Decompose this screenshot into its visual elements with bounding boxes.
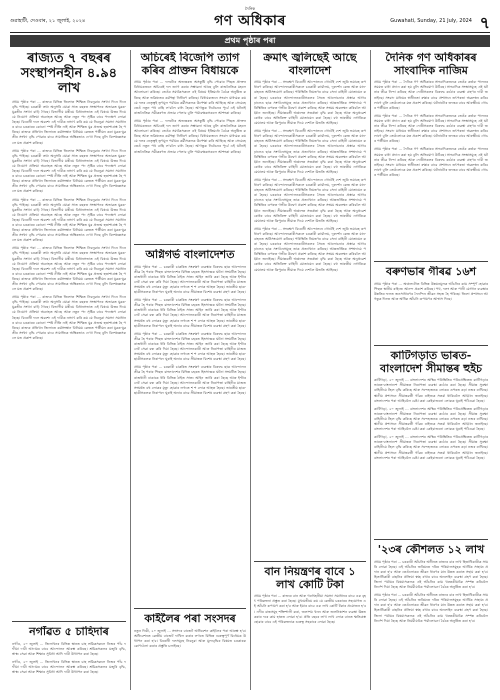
article-body-continued: প্ৰথম পৃষ্ঠাৰ পৰা ... সংৰক্ষণ বিৰোধী আন্দোলনে গোটেই দেশ জুৰি ভয়াবহ ৰূপ ধাৰণ কৰিছে। আন্দোলনকাৰীসকলে চৰকাৰী কাৰ্যালয়, দূৰদৰ্শন কেন্দ্ৰ আৰু যান-বাহনত অগ্নিসংযোগ কৰিছে। পৰিস্থিতি নিয়ন্ত্ৰণৰ বাবে সেনা বাহিনী মোতায়েন কৰা হৈছে। চৰকাৰে আন্দোলনকাৰীসকলৰ সৈতে আলোচনাৰ প্ৰস্তাৱ আগবঢ়ালেও ছাত্ৰ সংগঠনসমূহে তাক প্ৰত্যাখ্যান কৰিছে। আন্তৰ্জাতিক সম্প্ৰদায়ে পৰিস্থিতিৰ ওপৰত গভীৰ উদ্বেগ প্ৰকাশ কৰিছে আৰু সংযম অৱলম্বন কৰিবলৈ আহ্বান জনাইছে। সীমান্তবৰ্তী অঞ্চলত সতৰ্কতা বৃদ্ধি কৰা হৈছে আৰু অনুপ্ৰৱেশ ৰোধৰ বাবে অতিৰিক্ত বাহিনী মোতায়েন কৰা হৈছে। বহু ভাৰতীয় নাগৰিকে মেঘালয় আৰু ত্ৰিপুৰাৰ সীমান্ত দিয়ে দেশলৈ উভতি আহিছে। [254, 129, 366, 174]
article-bangladesh-burning [254, 52, 366, 557]
column-3 [254, 52, 366, 688]
article-headline: নগাঁৱত ৫ চাহিদাৰ [29, 626, 109, 638]
article-body-continued: প্ৰথম পৃষ্ঠাৰ পৰা ... দৈনিক গণ অধিকাৰৰ সাংবাদিকজনক তেওঁৰ কৰ্তব্য পালনৰ সময়ত বাধা প্ৰদান কৰা হয় বুলি অভিযোগ উঠিছে। সাংবাদিক সংস্থাসমূহে এই ঘটনাৰ তীব্ৰ নিন্দা কৰিছে আৰু দোষীসকলৰ বিৰুদ্ধে কঠোৰ ব্যৱস্থা গ্ৰহণৰ দাবী জনাইছে। সংবাদ মাধ্যমৰ স্বাধীনতা ৰক্ষাৰ বাবে প্ৰশাসনে তৎপৰতা অৱলম্বন কৰিব লাগে বুলি তেওঁলোকে মত প্ৰকাশ কৰিছে। ঘটনাটোৰ তদন্তৰ বাবে আৰক্ষীয়ে গোচৰ পঞ্জীয়ন কৰিছে। [374, 147, 488, 177]
section-title-band: প্ৰথম পৃষ্ঠাৰ পৰা [10, 35, 490, 47]
article-body: প্ৰথম পৃষ্ঠাৰ পৰা ... সংৰক্ষণ বিৰোধী আন্দোলনে গোটেই দেশ জুৰি ভয়াবহ ৰূপ ধাৰণ কৰিছে। আন্দোলনকাৰীসকলে চৰকাৰী কাৰ্যালয়, দূৰদৰ্শন কেন্দ্ৰ আৰু যান-বাহনত অগ্নিসংযোগ কৰিছে। পৰিস্থিতি নিয়ন্ত্ৰণৰ বাবে সেনা বাহিনী মোতায়েন কৰা হৈছে। চৰকাৰে আন্দোলনকাৰীসকলৰ সৈতে আলোচনাৰ প্ৰস্তাৱ আগবঢ়ালেও ছাত্ৰ সংগঠনসমূহে তাক প্ৰত্যাখ্যান কৰিছে। আন্তৰ্জাতিক সম্প্ৰদায়ে পৰিস্থিতিৰ ওপৰত গভীৰ উদ্বেগ প্ৰকাশ কৰিছে আৰু সংযম অৱলম্বন কৰিবলৈ আহ্বান জনাইছে। সীমান্তবৰ্তী অঞ্চলত সতৰ্কতা বৃদ্ধি কৰা হৈছে আৰু অনুপ্ৰৱেশ ৰোধৰ বাবে অতিৰিক্ত বাহিনী মোতায়েন কৰা হৈছে। বহু ভাৰতীয় নাগৰিকে মেঘালয় আৰু ত্ৰিপুৰাৰ সীমান্ত দিয়ে দেশলৈ উভতি আহিছে। [254, 80, 366, 126]
article-body-continued: প্ৰথম পৃষ্ঠাৰ পৰা ... সংৰক্ষণ বিৰোধী আন্দোলনে গোটেই দেশ জুৰি ভয়াবহ ৰূপ ধাৰণ কৰিছে। আন্দোলনকাৰীসকলে চৰকাৰী কাৰ্যালয়, দূৰদৰ্শন কেন্দ্ৰ আৰু যান-বাহনত অগ্নিসংযোগ কৰিছে। পৰিস্থিতি নিয়ন্ত্ৰণৰ বাবে সেনা বাহিনী মোতায়েন কৰা হৈছে। চৰকাৰে আন্দোলনকাৰীসকলৰ সৈতে আলোচনাৰ প্ৰস্তাৱ আগবঢ়ালেও ছাত্ৰ সংগঠনসমূহে তাক প্ৰত্যাখ্যান কৰিছে। আন্তৰ্জাতিক সম্প্ৰদায়ে পৰিস্থিতিৰ ওপৰত গভীৰ উদ্বেগ প্ৰকাশ কৰিছে আৰু সংযম অৱলম্বন কৰিবলৈ আহ্বান জনাইছে। সীমান্তবৰ্তী অঞ্চলত সতৰ্কতা বৃদ্ধি কৰা হৈছে আৰু অনুপ্ৰৱেশ ৰোধৰ বাবে অতিৰিক্ত বাহিনী মোতায়েন কৰা হৈছে। বহু ভাৰতীয় নাগৰিকে মেঘালয় আৰু ত্ৰিপুৰাৰ সীমান্ত দিয়ে দেশলৈ উভতি আহিছে। [254, 226, 366, 272]
article-body-continued: কাটিগড়া, ২০ জুলাই ... বাংলাদেশৰ অস্থিৰ পৰিস্থিতিৰ পৰিপ্ৰেক্ষিতত কাটিগড়াৰ ভাৰত-বাংলাদেশ সীমান্তত নিৰাপত্তা ব্যৱস্থা কঠোৰ কৰা হৈছে। সীমান্ত সুৰক্ষা বাহিনীয়ে টহল বৃদ্ধি কৰিছে আৰু সন্দেহজনক লোকৰ ওপৰত কঢ়া নজৰ ৰাখিছে। স্থানীয় প্ৰশাসনে সীমান্তবৰ্তী গাঁৱৰ ৰাইজক সতৰ্ক থাকিবলৈ আহ্বান জনাইছে। বাংলাদেশৰ পৰা আহিবলৈ চেষ্টা কৰা কেইবাজনো লোকক ঘূৰাই পঠিওৱা হৈছে। [374, 435, 488, 460]
article-headline: বৰুণভাৰ গীৰৱ ১৬শ [385, 266, 477, 278]
article-body-continued: প্ৰথম পৃষ্ঠাৰ পৰা ... দৈনিক গণ অধিকাৰৰ সাংবাদিকজনক তেওঁৰ কৰ্তব্য পালনৰ সময়ত বাধা প্ৰদান কৰা হয় বুলি অভিযোগ উঠিছে। সাংবাদিক সংস্থাসমূহে এই ঘটনাৰ তীব্ৰ নিন্দা কৰিছে আৰু দোষীসকলৰ বিৰুদ্ধে কঠোৰ ব্যৱস্থা গ্ৰহণৰ দাবী জনাইছে। সংবাদ মাধ্যমৰ স্বাধীনতা ৰক্ষাৰ বাবে প্ৰশাসনে তৎপৰতা অৱলম্বন কৰিব লাগে বুলি তেওঁলোকে মত প্ৰকাশ কৰিছে। ঘটনাটোৰ তদন্তৰ বাবে আৰক্ষীয়ে গোচৰ পঞ্জীয়ন কৰিছে। [374, 113, 488, 144]
article-divider [134, 244, 246, 245]
article-headline: দৈনিক গণ অধিকাৰৰ সাংবাদিক নাজিম [385, 52, 477, 77]
article-body-continued: প্ৰথম পৃষ্ঠাৰ পৰা ... ৰাজ্যৰ বিভিন্ন জিলাত শিক্ষিত নিবনুৱাৰ সংখ্যা দিনে দিনে বৃদ্ধি পাইছে। চৰকাৰী তথ্য অনুসৰি যোৱা সাত বছৰত সংস্থাপনৰ অভাৱত যুৱক-যুৱতীৰ সংখ্যা বাঢ়ি গৈছে। বিভাগীয় মন্ত্ৰীয়ে বিধানসভাত এই বিষয়ে উত্তৰ দিয়ে যে নিয়োগ প্ৰক্ৰিয়া অব্যাহত আছে আৰু নতুন পদ সৃষ্টিৰ বাবে পদক্ষেপ লোৱা হৈছে। বিৰোধী দলে অৱশ্যে এই দাবীক নস্যাৎ কৰি কয় যে নিবনুৱা সমস্যা সমাধানৰ বাবে চৰকাৰৰ কোনো স্পষ্ট নীতি নাই আৰু শিক্ষিত যুৱ প্ৰজন্ম হতাশাগ্ৰস্ত হৈ পৰিছে। ৰাজ্যৰ প্ৰতিখন জিলাতে কৰ্মসংস্থান বিনিময় কেন্দ্ৰত পঞ্জীয়ন কৰা যুৱক-যুৱতীৰ সংখ্যা বৃদ্ধি পোৱাৰ বাবে সামাজিক অস্থিৰতাও দেখা দিছে বুলি বিশেষজ্ঞসকলে মত প্ৰকাশ কৰিছে। [12, 148, 126, 194]
article-body: কাটিগড়া, ২০ জুলাই ... বাংলাদেশৰ অস্থিৰ পৰিস্থিতিৰ পৰিপ্ৰেক্ষিতত কাটিগড়াৰ ভাৰত-বাংলাদেশ সীমান্তত নিৰাপত্তা ব্যৱস্থা কঠোৰ কৰা হৈছে। সীমান্ত সুৰক্ষা বাহিনীয়ে টহল বৃদ্ধি কৰিছে আৰু সন্দেহজনক লোকৰ ওপৰত কঢ়া নজৰ ৰাখিছে। স্থানীয় প্ৰশাসনে সীমান্তবৰ্তী গাঁৱৰ ৰাইজক সতৰ্ক থাকিবলৈ আহ্বান জনাইছে। বাংলাদেশৰ পৰা আহিবলৈ চেষ্টা কৰা কেইবাজনো লোকক ঘূৰাই পঠিওৱা হৈছে। [374, 378, 488, 403]
column-4 [374, 52, 488, 674]
article-divider [12, 621, 126, 622]
article-headline: '২৩ৰ কৌশলত ১২ লাখ [377, 544, 485, 556]
article-body: প্ৰথম পৃষ্ঠাৰ পৰা ... দৈনিক গণ অধিকাৰৰ সাংবাদিকজনক তেওঁৰ কৰ্তব্য পালনৰ সময়ত বাধা প্ৰদান কৰা হয় বুলি অভিযোগ উঠিছে। সাংবাদিক সংস্থাসমূহে এই ঘটনাৰ তীব্ৰ নিন্দা কৰিছে আৰু দোষীসকলৰ বিৰুদ্ধে কঠোৰ ব্যৱস্থা গ্ৰহণৰ দাবী জনাইছে। সংবাদ মাধ্যমৰ স্বাধীনতা ৰক্ষাৰ বাবে প্ৰশাসনে তৎপৰতা অৱলম্বন কৰিব লাগে বুলি তেওঁলোকে মত প্ৰকাশ কৰিছে। ঘটনাটোৰ তদন্তৰ বাবে আৰক্ষীয়ে গোচৰ পঞ্জীয়ন কৰিছে। [374, 80, 488, 110]
article-body-continued: প্ৰথম পৃষ্ঠাৰ পৰা ... ৰাজ্যৰ বিভিন্ন জিলাত শিক্ষিত নিবনুৱাৰ সংখ্যা দিনে দিনে বৃদ্ধি পাইছে। চৰকাৰী তথ্য অনুসৰি যোৱা সাত বছৰত সংস্থাপনৰ অভাৱত যুৱক-যুৱতীৰ সংখ্যা বাঢ়ি গৈছে। বিভাগীয় মন্ত্ৰীয়ে বিধানসভাত এই বিষয়ে উত্তৰ দিয়ে যে নিয়োগ প্ৰক্ৰিয়া অব্যাহত আছে আৰু নতুন পদ সৃষ্টিৰ বাবে পদক্ষেপ লোৱা হৈছে। বিৰোধী দলে অৱশ্যে এই দাবীক নস্যাৎ কৰি কয় যে নিবনুৱা সমস্যা সমাধানৰ বাবে চৰকাৰৰ কোনো স্পষ্ট নীতি নাই আৰু শিক্ষিত যুৱ প্ৰজন্ম হতাশাগ্ৰস্ত হৈ পৰিছে। ৰাজ্যৰ প্ৰতিখন জিলাতে কৰ্মসংস্থান বিনিময় কেন্দ্ৰত পঞ্জীয়ন কৰা যুৱক-যুৱতীৰ সংখ্যা বৃদ্ধি পোৱাৰ বাবে সামাজিক অস্থিৰতাও দেখা দিছে বুলি বিশেষজ্ঞসকলে মত প্ৰকাশ কৰিছে। [12, 197, 126, 243]
article-flood-control [254, 566, 366, 688]
article-headline: ক্ৰমাৎ জ্বলিছেই আছে বাংলাদেশ [263, 52, 357, 77]
column-rule [370, 50, 371, 690]
article-unemployment [12, 52, 126, 617]
article-body-continued: প্ৰথম পৃষ্ঠাৰ পৰা ... সংৰক্ষণ বিৰোধী আন্দোলনে গোটেই দেশ জুৰি ভয়াবহ ৰূপ ধাৰণ কৰিছে। আন্দোলনকাৰীসকলে চৰকাৰী কাৰ্যালয়, দূৰদৰ্শন কেন্দ্ৰ আৰু যান-বাহনত অগ্নিসংযোগ কৰিছে। পৰিস্থিতি নিয়ন্ত্ৰণৰ বাবে সেনা বাহিনী মোতায়েন কৰা হৈছে। চৰকাৰে আন্দোলনকাৰীসকলৰ সৈতে আলোচনাৰ প্ৰস্তাৱ আগবঢ়ালেও ছাত্ৰ সংগঠনসমূহে তাক প্ৰত্যাখ্যান কৰিছে। আন্তৰ্জাতিক সম্প্ৰদায়ে পৰিস্থিতিৰ ওপৰত গভীৰ উদ্বেগ প্ৰকাশ কৰিছে আৰু সংযম অৱলম্বন কৰিবলৈ আহ্বান জনাইছে। সীমান্তবৰ্তী অঞ্চলত সতৰ্কতা বৃদ্ধি কৰা হৈছে আৰু অনুপ্ৰৱেশ ৰোধৰ বাবে অতিৰিক্ত বাহিনী মোতায়েন কৰা হৈছে। বহু ভাৰতীয় নাগৰিকে মেঘালয় আৰু ত্ৰিপুৰাৰ সীমান্ত দিয়ে দেশলৈ উভতি আহিছে। [254, 177, 366, 223]
article-divider [374, 345, 488, 346]
page-number: ৭ [479, 13, 490, 32]
article-headline: অগ্নিগৰ্ভ বাংলাদেশত [145, 249, 235, 261]
masthead [10, 6, 490, 33]
article-divider [134, 608, 246, 609]
logo-text: গণ অধিকাৰ [214, 13, 286, 29]
article-body: প্ৰথম পৃষ্ঠাৰ পৰা ... চৰকাৰী চাকৰিত সংৰক্ষণ ব্যৱস্থাৰ বিৰুদ্ধে ছাত্ৰ আন্দোলন তীব্ৰ হৈ পৰাৰ পিছত বাংলাদেশৰ বিভিন্ন চহৰত হিংসাত্মক ঘটনা সংঘটিত হৈছে। ৰাজধানী ঢাকাকে ধৰি বিভিন্ন ঠাইত সান্ধ্য আইন জাৰি কৰা হৈছে আৰু ইণ্টাৰনেট সেৱা বন্ধ কৰি দিয়া হৈছে। আন্দোলনকাৰী আৰু নিৰাপত্তা বাহিনীৰ মাজত সংঘৰ্ষত বহু লোকৰ মৃত্যু হোৱাৰ লগতে শ শ লোক আহত হৈছে। ভাৰতীয় ছাত্ৰ-ছাত্ৰীসকলক নিৰাপদে ঘূৰাই অনাৰ বাবে সীমান্তত বিশেষ ব্যৱস্থা গ্ৰহণ কৰা হৈছে। [134, 264, 246, 295]
date-line-assamese: গুৱাহাটী, দেওবাৰ, ২১ জুলাই, ২০২৪ [10, 18, 86, 24]
article-body-continued: প্ৰথম পৃষ্ঠাৰ পৰা ... চৰকাৰী আঁচনিৰ অধীনত ৰাজ্যৰ বাৰ লাখ হিতাধিকাৰীক সামৰি লোৱা হৈছে। এই আঁচনিৰ জৰিয়তে দৰিদ্ৰ পৰিয়ালসমূহক আৰ্থিক সাহায্য প্ৰদান কৰা হ'ব আৰু তেওঁলোকৰ জীৱন ধাৰণৰ মান উন্নত কৰাত সহায় কৰা হ'ব। হিতাধিকাৰী বাছনিৰ প্ৰক্ৰিয়া স্বচ্ছ ৰখাৰ বাবে অনলাইন ব্যৱস্থা গ্ৰহণ কৰা হৈছে। জিলা পৰ্যায়ৰ বিষয়াসকলক এই আঁচনিৰ কাম খৰতকীয়াকৈ সম্পন্ন কৰিবলৈ নিৰ্দেশ দিয়া হৈছে আৰু নিয়মীয়াকৈ পৰ্যালোচনা বৈঠক অনুষ্ঠিত কৰা হ'ব। [374, 593, 488, 623]
article-body-continued: প্ৰথম পৃষ্ঠাৰ পৰা ... দলটোৰ অভ্যন্তৰত অসন্তুষ্টি বৃদ্ধি পোৱাৰ পিছত প্ৰাক্তন বিধায়কজনে অচিৰেই দল ত্যাগ কৰাৰ সম্ভাৱনা আছে বুলি ৰাজনৈতিক মহলে আলোচনা কৰিছে। তেওঁৰ সমৰ্থকসকলে এই বিষয়ে ইতিমধ্যে বৈঠক অনুষ্ঠিত কৰিছে আৰু ভৱিষ্যতৰ কৰ্মপন্থা নিৰ্ধাৰণ কৰিছে। বিধায়কজনে সংবাদ মাধ্যমক কয় যে দলৰ নেতৃত্বই তৃণমূল পৰ্যায়ৰ কৰ্মীসকলক উপেক্ষা কৰি আহিছে আৰু সেয়েহে তেওঁ নতুন পথ বাছি ল'বলৈ বাধ্য হৈছে। আগন্তুক নিৰ্বাচনৰ পূৰ্বে এই ঘটনাই ৰাজনৈতিক সমীকৰণত প্ৰভাৱ পেলাব বুলি পৰ্যবেক্ষকসকলে আশংকা কৰিছে। [134, 118, 246, 154]
article-body-continued: প্ৰথম পৃষ্ঠাৰ পৰা ... ৰাজ্যৰ বিভিন্ন জিলাত শিক্ষিত নিবনুৱাৰ সংখ্যা দিনে দিনে বৃদ্ধি পাইছে। চৰকাৰী তথ্য অনুসৰি যোৱা সাত বছৰত সংস্থাপনৰ অভাৱত যুৱক-যুৱতীৰ সংখ্যা বাঢ়ি গৈছে। বিভাগীয় মন্ত্ৰীয়ে বিধানসভাত এই বিষয়ে উত্তৰ দিয়ে যে নিয়োগ প্ৰক্ৰিয়া অব্যাহত আছে আৰু নতুন পদ সৃষ্টিৰ বাবে পদক্ষেপ লোৱা হৈছে। বিৰোধী দলে অৱশ্যে এই দাবীক নস্যাৎ কৰি কয় যে নিবনুৱা সমস্যা সমাধানৰ বাবে চৰকাৰৰ কোনো স্পষ্ট নীতি নাই আৰু শিক্ষিত যুৱ প্ৰজন্ম হতাশাগ্ৰস্ত হৈ পৰিছে। ৰাজ্যৰ প্ৰতিখন জিলাতে কৰ্মসংস্থান বিনিময় কেন্দ্ৰত পঞ্জীয়ন কৰা যুৱক-যুৱতীৰ সংখ্যা বৃদ্ধি পোৱাৰ বাবে সামাজিক অস্থিৰতাও দেখা দিছে বুলি বিশেষজ্ঞসকলে মত প্ৰকাশ কৰিছে। [12, 295, 126, 340]
article-bangladesh-fire [134, 249, 246, 604]
column-2 [134, 52, 246, 693]
article-body: প্ৰথম পৃষ্ঠাৰ পৰা ... চৰকাৰী আঁচনিৰ অধীনত ৰাজ্যৰ বাৰ লাখ হিতাধিকাৰীক সামৰি লোৱা হৈছে। এই আঁচনিৰ জৰিয়তে দৰিদ্ৰ পৰিয়ালসমূহক আৰ্থিক সাহায্য প্ৰদান কৰা হ'ব আৰু তেওঁলোকৰ জীৱন ধাৰণৰ মান উন্নত কৰাত সহায় কৰা হ'ব। হিতাধিকাৰী বাছনিৰ প্ৰক্ৰিয়া স্বচ্ছ ৰখাৰ বাবে অনলাইন ব্যৱস্থা গ্ৰহণ কৰা হৈছে। জিলা পৰ্যায়ৰ বিষয়াসকলক এই আঁচনিৰ কাম খৰতকীয়াকৈ সম্পন্ন কৰিবলৈ নিৰ্দেশ দিয়া হৈছে আৰু নিয়মীয়াকৈ পৰ্যালোচনা বৈঠক অনুষ্ঠিত কৰা হ'ব। [374, 559, 488, 590]
article-divider [254, 561, 366, 562]
article-body: নগাঁও, ২০ জুলাই ... জিলাখনৰ বিভিন্ন স্থানত চাহ শ্ৰমিকসকলে নিজৰ পাঁচ দফীয়া দাবী আদায়ৰ বাবে আন্দোলন আৰম্ভ কৰিছে। শ্ৰমিকসকলৰ মজুৰি বৃদ্ধি, স্বাস্থ্য সেৱা আৰু শিক্ষাৰ সুবিধা আদি দাবী উত্থাপন কৰা হৈছে। [12, 641, 126, 656]
article-headline: অচিৰেই বিজেপি ত্যাগ কৰিব প্ৰাক্তন বিধায়কে [140, 52, 240, 77]
article-body: নতুন দিল্লী, ২০ জুলাই ... সংসদৰ বাজেট অধিবেশন কাইলৈৰ পৰা আৰম্ভ হ'ব। অধিবেশনত কেন্দ্ৰীয় বাজেট দাখিল কৰাৰ লগতে বিভিন্ন গুৰুত্বপূৰ্ণ বিধেয়ক উত্থাপন কৰা হ'ব। বিৰোধী দলসমূহে নিবনুৱা আৰু মূল্যবৃদ্ধিৰ বিষয়ত চৰকাৰক কোণঠেলা কৰাৰ প্ৰস্তুতি চলাইছে। [134, 628, 246, 648]
column-rule [250, 50, 251, 690]
article-headline: ৰাজ্যত ৭ বছৰৰ সংস্থাপনহীন ৪.৯৪ লাখ [20, 52, 118, 96]
article-barunbhar [374, 266, 488, 341]
column-1 [12, 52, 126, 691]
logo-tagline: দৈনিক [244, 6, 256, 11]
article-nagaon [12, 626, 126, 691]
article-headline: বান নিয়ন্ত্ৰণৰ বাবে ১ লাখ কোটি টকা [264, 566, 356, 591]
column-rule [130, 50, 131, 690]
article-journalist [374, 52, 488, 257]
article-body-continued: প্ৰথম পৃষ্ঠাৰ পৰা ... চৰকাৰী চাকৰিত সংৰক্ষণ ব্যৱস্থাৰ বিৰুদ্ধে ছাত্ৰ আন্দোলন তীব্ৰ হৈ পৰাৰ পিছত বাংলাদেশৰ বিভিন্ন চহৰত হিংসাত্মক ঘটনা সংঘটিত হৈছে। ৰাজধানী ঢাকাকে ধৰি বিভিন্ন ঠাইত সান্ধ্য আইন জাৰি কৰা হৈছে আৰু ইণ্টাৰনেট সেৱা বন্ধ কৰি দিয়া হৈছে। আন্দোলনকাৰী আৰু নিৰাপত্তা বাহিনীৰ মাজত সংঘৰ্ষত বহু লোকৰ মৃত্যু হোৱাৰ লগতে শ শ লোক আহত হৈছে। ভাৰতীয় ছাত্ৰ-ছাত্ৰীসকলক নিৰাপদে ঘূৰাই অনাৰ বাবে সীমান্তত বিশেষ ব্যৱস্থা গ্ৰহণ কৰা হৈছে। [134, 331, 246, 362]
newspaper-logo [200, 6, 300, 29]
article-body: প্ৰথম পৃষ্ঠাৰ পৰা ... ৰাজ্যৰ বান আৰু গৰাখহনীয়া সমস্যা সমাধানৰ বাবে এক বৃহৎ পৰিকল্পনা প্ৰস্তুত কৰা হৈছে। মুখ্যমন্ত্ৰীয়ে কয় যে কেন্দ্ৰীয় চৰকাৰৰ সহযোগত এই আঁচনি ৰূপায়ণ কৰা হ'ব আৰু ইয়াৰ বাবে এক লাখ কোটি টকাৰ প্ৰয়োজন হ'ব। নদীৰ বান্ধসমূহ শক্তিশালী কৰা, জলাশয় খনন আৰু জলনিষ্কাশন ব্যৱস্থা উন্নত কৰাৰ দৰে কাম হাতত লোৱা হ'ব। প্ৰতি বছৰে লাখ লাখ লোক বানত ক্ষতিগ্ৰস্ত হোৱাৰ বাবে এই পৰিকল্পনাক গুৰুত্ব সহকাৰে লোৱা হৈছে। [254, 594, 366, 624]
article-body-continued: নগাঁও, ২০ জুলাই ... জিলাখনৰ বিভিন্ন স্থানত চাহ শ্ৰমিকসকলে নিজৰ পাঁচ দফীয়া দাবী আদায়ৰ বাবে আন্দোলন আৰম্ভ কৰিছে। শ্ৰমিকসকলৰ মজুৰি বৃদ্ধি, স্বাস্থ্য সেৱা আৰু শিক্ষাৰ সুবিধা আদি দাবী উত্থাপন কৰা হৈছে। [12, 659, 126, 675]
article-body-continued: কাটিগড়া, ২০ জুলাই ... বাংলাদেশৰ অস্থিৰ পৰিস্থিতিৰ পৰিপ্ৰেক্ষিতত কাটিগড়াৰ ভাৰত-বাংলাদেশ সীমান্তত নিৰাপত্তা ব্যৱস্থা কঠোৰ কৰা হৈছে। সীমান্ত সুৰক্ষা বাহিনীয়ে টহল বৃদ্ধি কৰিছে আৰু সন্দেহজনক লোকৰ ওপৰত কঢ়া নজৰ ৰাখিছে। স্থানীয় প্ৰশাসনে সীমান্তবৰ্তী গাঁৱৰ ৰাইজক সতৰ্ক থাকিবলৈ আহ্বান জনাইছে। বাংলাদেশৰ পৰা আহিবলৈ চেষ্টা কৰা কেইবাজনো লোকক ঘূৰাই পঠিওৱা হৈছে। [374, 406, 488, 432]
article-body-continued: প্ৰথম পৃষ্ঠাৰ পৰা ... চৰকাৰী চাকৰিত সংৰক্ষণ ব্যৱস্থাৰ বিৰুদ্ধে ছাত্ৰ আন্দোলন তীব্ৰ হৈ পৰাৰ পিছত বাংলাদেশৰ বিভিন্ন চহৰত হিংসাত্মক ঘটনা সংঘটিত হৈছে। ৰাজধানী ঢাকাকে ধৰি বিভিন্ন ঠাইত সান্ধ্য আইন জাৰি কৰা হৈছে আৰু ইণ্টাৰনেট সেৱা বন্ধ কৰি দিয়া হৈছে। আন্দোলনকাৰী আৰু নিৰাপত্তা বাহিনীৰ মাজত সংঘৰ্ষত বহু লোকৰ মৃত্যু হোৱাৰ লগতে শ শ লোক আহত হৈছে। ভাৰতীয় ছাত্ৰ-ছাত্ৰীসকলক নিৰাপদে ঘূৰাই অনাৰ বাবে সীমান্তত বিশেষ ব্যৱস্থা গ্ৰহণ কৰা হৈছে। [134, 365, 246, 395]
article-headline: কাটিগড়াত ভাৰত-বাংলাদেশ সীমান্তৰ হুইচ [380, 350, 482, 375]
article-bjp-leader [134, 52, 246, 240]
article-beneficiaries [374, 544, 488, 674]
article-body-continued: প্ৰথম পৃষ্ঠাৰ পৰা ... চৰকাৰী চাকৰিত সংৰক্ষণ ব্যৱস্থাৰ বিৰুদ্ধে ছাত্ৰ আন্দোলন তীব্ৰ হৈ পৰাৰ পিছত বাংলাদেশৰ বিভিন্ন চহৰত হিংসাত্মক ঘটনা সংঘটিত হৈছে। ৰাজধানী ঢাকাকে ধৰি বিভিন্ন ঠাইত সান্ধ্য আইন জাৰি কৰা হৈছে আৰু ইণ্টাৰনেট সেৱা বন্ধ কৰি দিয়া হৈছে। আন্দোলনকাৰী আৰু নিৰাপত্তা বাহিনীৰ মাজত সংঘৰ্ষত বহু লোকৰ মৃত্যু হোৱাৰ লগতে শ শ লোক আহত হৈছে। ভাৰতীয় ছাত্ৰ-ছাত্ৰীসকলক নিৰাপদে ঘূৰাই অনাৰ বাবে সীমান্তত বিশেষ ব্যৱস্থা গ্ৰহণ কৰা হৈছে। [134, 298, 246, 328]
article-divider [374, 539, 488, 540]
article-parliament [134, 613, 246, 693]
article-body-continued: প্ৰথম পৃষ্ঠাৰ পৰা ... ৰাজ্যৰ বিভিন্ন জিলাত শিক্ষিত নিবনুৱাৰ সংখ্যা দিনে দিনে বৃদ্ধি পাইছে। চৰকাৰী তথ্য অনুসৰি যোৱা সাত বছৰত সংস্থাপনৰ অভাৱত যুৱক-যুৱতীৰ সংখ্যা বাঢ়ি গৈছে। বিভাগীয় মন্ত্ৰীয়ে বিধানসভাত এই বিষয়ে উত্তৰ দিয়ে যে নিয়োগ প্ৰক্ৰিয়া অব্যাহত আছে আৰু নতুন পদ সৃষ্টিৰ বাবে পদক্ষেপ লোৱা হৈছে। বিৰোধী দলে অৱশ্যে এই দাবীক নস্যাৎ কৰি কয় যে নিবনুৱা সমস্যা সমাধানৰ বাবে চৰকাৰৰ কোনো স্পষ্ট নীতি নাই আৰু শিক্ষিত যুৱ প্ৰজন্ম হতাশাগ্ৰস্ত হৈ পৰিছে। ৰাজ্যৰ প্ৰতিখন জিলাতে কৰ্মসংস্থান বিনিময় কেন্দ্ৰত পঞ্জীয়ন কৰা যুৱক-যুৱতীৰ সংখ্যা বৃদ্ধি পোৱাৰ বাবে সামাজিক অস্থিৰতাও দেখা দিছে বুলি বিশেষজ্ঞসকলে মত প্ৰকাশ কৰিছে। [12, 246, 126, 292]
article-body: প্ৰথম পৃষ্ঠাৰ পৰা ... ৰাজ্যৰ বিভিন্ন জিলাত শিক্ষিত নিবনুৱাৰ সংখ্যা দিনে দিনে বৃদ্ধি পাইছে। চৰকাৰী তথ্য অনুসৰি যোৱা সাত বছৰত সংস্থাপনৰ অভাৱত যুৱক-যুৱতীৰ সংখ্যা বাঢ়ি গৈছে। বিভাগীয় মন্ত্ৰীয়ে বিধানসভাত এই বিষয়ে উত্তৰ দিয়ে যে নিয়োগ প্ৰক্ৰিয়া অব্যাহত আছে আৰু নতুন পদ সৃষ্টিৰ বাবে পদক্ষেপ লোৱা হৈছে। বিৰোধী দলে অৱশ্যে এই দাবীক নস্যাৎ কৰি কয় যে নিবনুৱা সমস্যা সমাধানৰ বাবে চৰকাৰৰ কোনো স্পষ্ট নীতি নাই আৰু শিক্ষিত যুৱ প্ৰজন্ম হতাশাগ্ৰস্ত হৈ পৰিছে। ৰাজ্যৰ প্ৰতিখন জিলাতে কৰ্মসংস্থান বিনিময় কেন্দ্ৰত পঞ্জীয়ন কৰা যুৱক-যুৱতীৰ সংখ্যা বৃদ্ধি পোৱাৰ বাবে সামাজিক অস্থিৰতাও দেখা দিছে বুলি বিশেষজ্ঞসকলে মত প্ৰকাশ কৰিছে। [12, 99, 126, 145]
article-body: প্ৰথম পৃষ্ঠাৰ পৰা ... অঞ্চলটোত বিভিন্ন উন্নয়নমূলক আঁচনিৰ কাম সম্পূৰ্ণ হোৱাৰ পিছত স্থানীয় ৰাইজে আনন্দ প্ৰকাশ কৰিছে। পথ, দলং আৰু পানী যোগান ব্যৱস্থাৰ উন্নতিৰ ফলত জনসাধাৰণৰ দৈনন্দিন জীৱন সহজ হৈ পৰিছে। জিলা প্ৰশাসনে আগন্তুক দিনত আৰু অধিক আঁচনি ৰূপায়ণৰ আশ্বাস দিছে। [374, 281, 488, 301]
article-headline: কাইলৈৰ পৰা সংসদৰ [144, 613, 236, 625]
article-katigorah-border [374, 350, 488, 535]
date-line-english: Guwahati, Sunday, 21 July, 2024 [390, 18, 472, 24]
article-divider [374, 261, 488, 262]
article-body: প্ৰথম পৃষ্ঠাৰ পৰা ... দলটোৰ অভ্যন্তৰত অসন্তুষ্টি বৃদ্ধি পোৱাৰ পিছত প্ৰাক্তন বিধায়কজনে অচিৰেই দল ত্যাগ কৰাৰ সম্ভাৱনা আছে বুলি ৰাজনৈতিক মহলে আলোচনা কৰিছে। তেওঁৰ সমৰ্থকসকলে এই বিষয়ে ইতিমধ্যে বৈঠক অনুষ্ঠিত কৰিছে আৰু ভৱিষ্যতৰ কৰ্মপন্থা নিৰ্ধাৰণ কৰিছে। বিধায়কজনে সংবাদ মাধ্যমক কয় যে দলৰ নেতৃত্বই তৃণমূল পৰ্যায়ৰ কৰ্মীসকলক উপেক্ষা কৰি আহিছে আৰু সেয়েহে তেওঁ নতুন পথ বাছি ল'বলৈ বাধ্য হৈছে। আগন্তুক নিৰ্বাচনৰ পূৰ্বে এই ঘটনাই ৰাজনৈতিক সমীকৰণত প্ৰভাৱ পেলাব বুলি পৰ্যবেক্ষকসকলে আশংকা কৰিছে। [134, 80, 246, 115]
